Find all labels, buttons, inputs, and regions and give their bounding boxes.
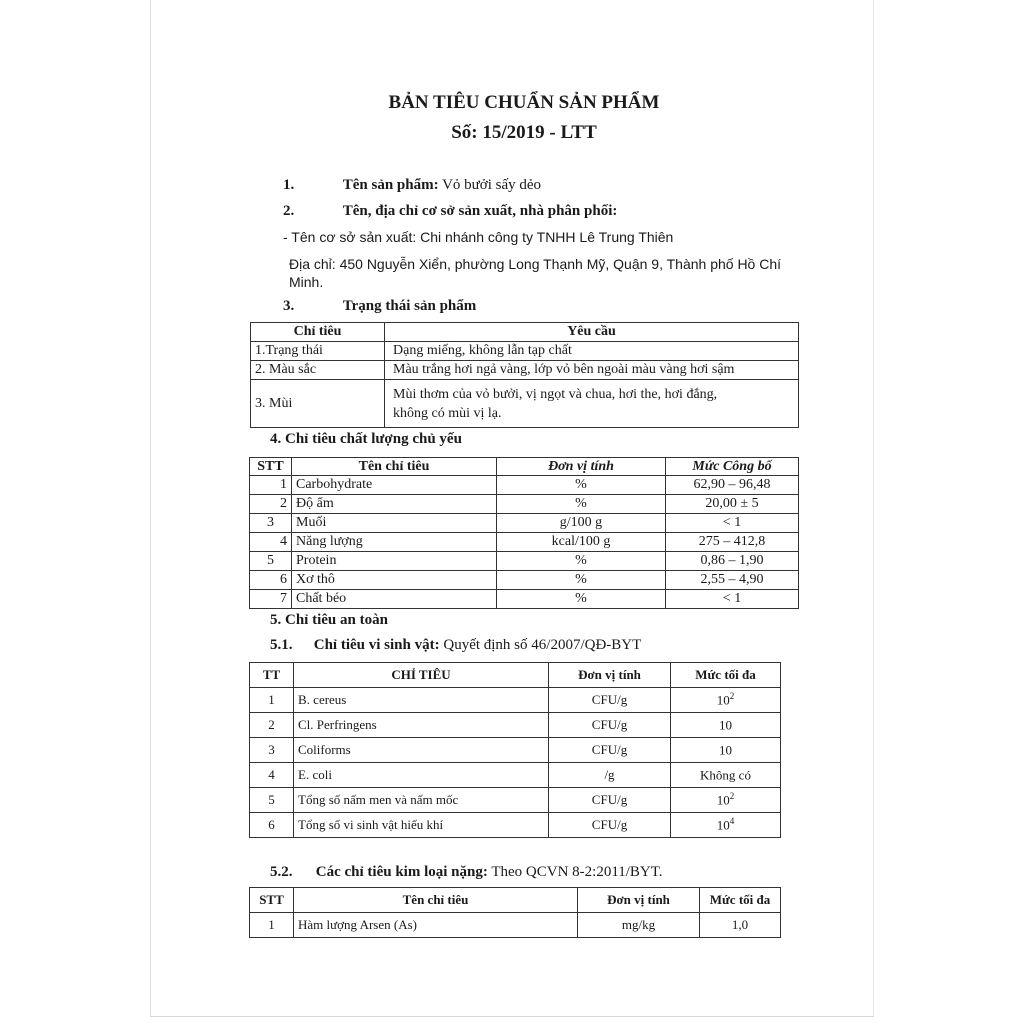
table-row: 1 Carbohydrate % 62,90 – 96,48: [250, 476, 799, 495]
table-row: 4 E. coli /g Không có: [250, 763, 781, 788]
table-row: 7 Chất béo % < 1: [250, 590, 799, 609]
facility-name: - Tên cơ sở sản xuất: Chi nhánh công ty TNHH Lê Trung Thiên: [283, 229, 674, 245]
address-line-1: Địa chỉ: 450 Nguyễn Xiển, phường Long Thạnh Mỹ, Quận 9, Thành phố Hồ Chí: [289, 256, 782, 272]
section-2-heading: 2. Tên, địa chỉ cơ sở sản xuất, nhà phân phối:: [283, 203, 618, 219]
section-4-heading: 4. Chỉ tiêu chất lượng chủ yếu: [270, 431, 462, 447]
table-row: 6 Xơ thô % 2,55 – 4,90: [250, 571, 799, 590]
table-row: 3 Coliforms CFU/g 10: [250, 738, 781, 763]
section-5-2-heading: 5.2. Các chỉ tiêu kim loại nặng: Theo QCVN 8-2:2011/BYT.: [270, 864, 663, 880]
microbiology-table: TT CHỈ TIÊU Đơn vị tính Mức tối đa 1 B. cereus CFU/g $10^2$ 2 Cl. Perfringens CFU/g 10 3 Coliforms CFU/g 10 4 E. coli /g Không có 5 Tổng số nấm men và nấm mốc CFU/g $10^2$ 6 Tổng số vi sinh vật hiếu khí CFU/g $10^4$: [249, 662, 781, 838]
address-line-2: Minh.: [289, 274, 324, 290]
table-row: 5 Tổng số nấm men và nấm mốc CFU/g $10^2$: [250, 788, 781, 813]
quality-table: STT Tên chỉ tiêu Đơn vị tính Mức Công bố 1 Carbohydrate % 62,90 – 96,48 2 Độ ẩm % 20,00 ± 5 3 Muối g/100 g < 1 4 Năng lượng kcal/100 g 275 – 412,8 5 Protein % 0,86 – 1,90 6 Xơ thô % 2,55 – 4,90 7 Chất béo % < 1: [249, 457, 799, 609]
table-row: 3. Mùi Mùi thơm của vỏ bưởi, vị ngọt và chua, hơi the, hơi đắng, không có mùi vị lạ.: [251, 380, 799, 428]
table-row: 1 Hàm lượng Arsen (As) mg/kg 1,0: [250, 913, 781, 938]
col-criteria: Chỉ tiêu: [251, 323, 385, 342]
document-title: BẢN TIÊU CHUẨN SẢN PHẨM: [388, 92, 660, 113]
table-row: 5 Protein % 0,86 – 1,90: [250, 552, 799, 571]
table-row: 2 Cl. Perfringens CFU/g 10: [250, 713, 781, 738]
document-number: Số: 15/2019 - LTT: [451, 122, 597, 143]
section-5-heading: 5. Chỉ tiêu an toàn: [270, 612, 388, 628]
table-row: 6 Tổng số vi sinh vật hiếu khí CFU/g $10^4$: [250, 813, 781, 838]
heavy-metal-table: STT Tên chỉ tiêu Đơn vị tính Mức tối đa 1 Hàm lượng Arsen (As) mg/kg 1,0: [249, 887, 781, 938]
section-1: 1. Tên sản phẩm: Vỏ bưởi sấy dẻo: [283, 177, 542, 193]
table-row: 2. Màu sắc Màu trắng hơi ngả vàng, lớp vỏ bên ngoài màu vàng hơi sậm: [251, 361, 799, 380]
table-row: 1 B. cereus CFU/g $10^2$: [250, 688, 781, 713]
product-state-table: [250, 322, 799, 428]
table-row: 1.Trạng thái Dạng miếng, không lẫn tạp chất: [251, 342, 799, 361]
section-5-1-heading: 5.1. Chỉ tiêu vi sinh vật: Quyết định số 46/2007/QĐ-BYT: [270, 637, 642, 653]
page-bottom-edge: [150, 1016, 874, 1017]
table-row: 2 Độ ẩm % 20,00 ± 5: [250, 495, 799, 514]
section-3-heading: 3. Trạng thái sản phẩm: [283, 298, 477, 314]
table-row: 3 Muối g/100 g < 1: [250, 514, 799, 533]
col-requirement: Yêu cầu: [385, 323, 799, 342]
table-row: 4 Năng lượng kcal/100 g 275 – 412,8: [250, 533, 799, 552]
